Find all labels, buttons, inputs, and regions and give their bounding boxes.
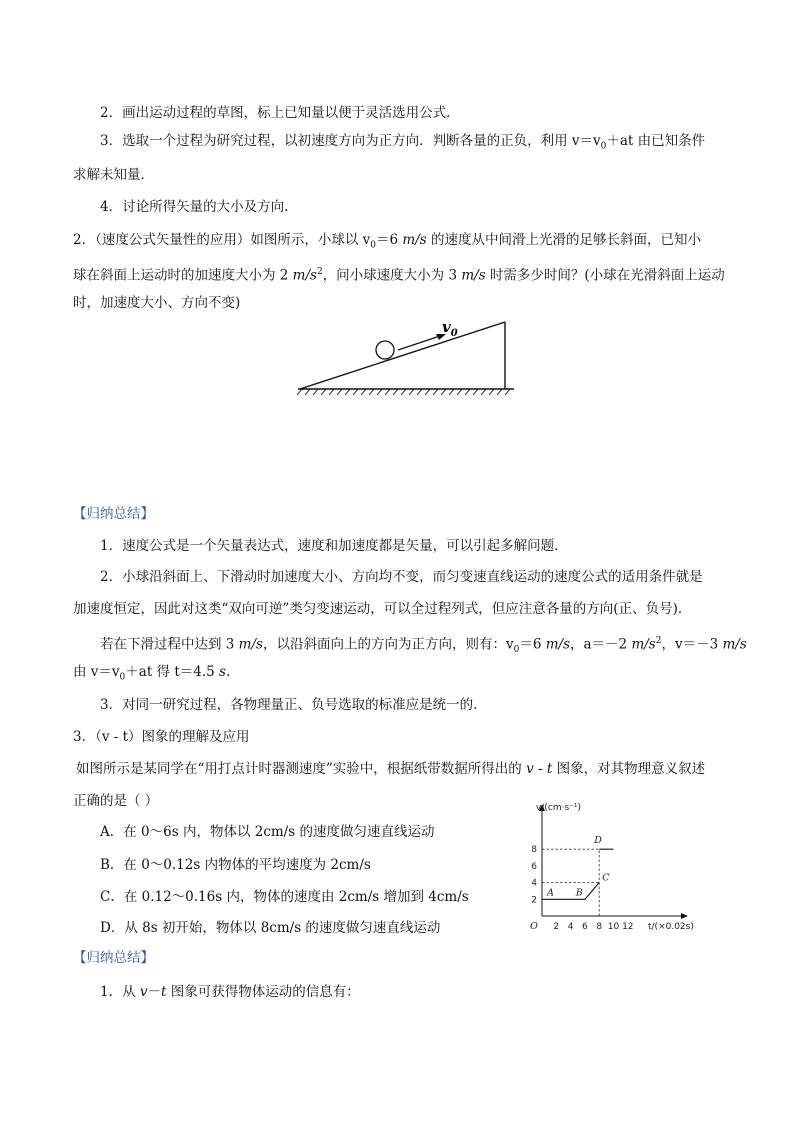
option-b: B．在 0～0.12s 内物体的平均速度为 2cm/s — [100, 857, 371, 873]
problem2-line2: 球在斜面上运动时的加速度大小为 2 $m/s^2$，问小球速度大小为 3 m/s 时需多少时间？(小球在光滑斜面上运动 — [73, 267, 725, 284]
point-label-D: D — [594, 835, 602, 847]
summary2-heading: 【归纳总结】 — [73, 950, 154, 966]
option-c: C．在 0.12～0.16s 内，物体的速度由 2cm/s 增加到 4cm/s — [100, 889, 469, 905]
y-tick-labels — [531, 845, 537, 905]
summary1-p2-line2: 加速度恒定，因此对这类“双向可逆”类匀变速运动，可以全过程列式，但应注意各量的方向(正、负号)． — [73, 601, 692, 617]
incline-surface — [300, 322, 505, 389]
velocity-arrow — [398, 336, 440, 350]
x-tick-6: 6 — [582, 922, 588, 932]
summary1-p4: 3．对同一研究过程，各物理量正、负号选取的标准应是统一的. — [100, 697, 478, 713]
problem3-title: 3．（v - t）图象的理解及应用 — [73, 729, 250, 745]
summary1-heading: 【归纳总结】 — [73, 506, 154, 522]
text-step3-line1: 3．选取一个过程为研究过程，以初速度方向为正方向．判断各量的正负，利用 $v=v_0+at$ 由已知条件 — [100, 133, 706, 152]
v0-label: $v_0$ — [442, 318, 458, 339]
y-tick-6: 6 — [531, 861, 537, 872]
incline-figure — [294, 312, 518, 398]
problem3-stem-line2: 正确的是（ ） — [73, 793, 159, 809]
y-tick-2: 2 — [531, 895, 537, 906]
y-tick-4: 4 — [531, 878, 537, 889]
point-label-C: C — [602, 872, 610, 884]
x-axis-label: t/(×0.02s) — [648, 922, 694, 932]
summary1-p2-line1: 2．小球沿斜面上、下滑动时加速度大小、方向均不变，而匀变速直线运动的速度公式的适用条件就是 — [100, 569, 703, 585]
ground-hatching — [297, 389, 510, 395]
point-label-A: A — [547, 887, 555, 899]
text-step2: 2．画出运动过程的草图，标上已知量以便于灵活选用公式． — [100, 105, 460, 121]
x-tick-2: 2 — [553, 922, 560, 932]
text-step3-line2: 求解未知量． — [73, 167, 154, 183]
x-tick-12: 12 — [622, 922, 634, 932]
point-labels — [546, 835, 610, 898]
summary1-p1: 1．速度公式是一个矢量表达式，速度和加速度都是矢量，可以引起多解问题． — [100, 538, 568, 554]
option-a: A．在 0～6s 内，物体以 2cm/s 的速度做匀速直线运动 — [100, 824, 435, 840]
x-tick-10: 10 — [607, 922, 620, 932]
problem2-line1: 2．（速度公式矢量性的应用）如图所示，小球以 $v_0=6$ m/s 的速度从中间滑上光滑的足够长斜面，已知小 — [73, 232, 701, 251]
summary1-p3-line1: 若在下滑过程中达到 3 m/s，以沿斜面向上的方向为正方向，则有：$v_0=6$ m/s，a＝－2 $m/s^2$，v＝－3 m/s — [100, 636, 747, 656]
text-step4: 4．讨论所得矢量的大小及方向. — [100, 199, 289, 215]
summary1-p3-line2: 由 $v=v_0+at$ 得 t＝4.5 s. — [73, 664, 231, 683]
problem3-stem-line1: 如图所示是某同学在“用打点计时器测速度”实验中，根据纸带数据所得出的 v - t 图象，对其物理意义叙述 — [76, 761, 706, 777]
point-label-B: B — [575, 887, 583, 899]
dashed-guides — [542, 849, 599, 916]
y-tick-8: 8 — [531, 845, 537, 856]
summary2-p1: 1．从 v－t 图象可获得物体运动的信息有： — [100, 984, 360, 1000]
problem2-line3: 时，加速度大小、方向不变) — [73, 295, 241, 311]
option-d: D．从 8s 初开始，物体以 8cm/s 的速度做匀速直线运动 — [100, 920, 441, 936]
y-axis-label: v/(cm·s⁻¹) — [536, 803, 582, 813]
x-axis-arrowhead — [681, 913, 688, 919]
x-tick-labels — [553, 922, 633, 932]
x-tick-8: 8 — [596, 922, 603, 932]
origin-label: O — [530, 921, 538, 932]
vt-chart — [518, 800, 702, 940]
x-tick-4: 4 — [567, 922, 574, 932]
ball — [376, 341, 394, 359]
